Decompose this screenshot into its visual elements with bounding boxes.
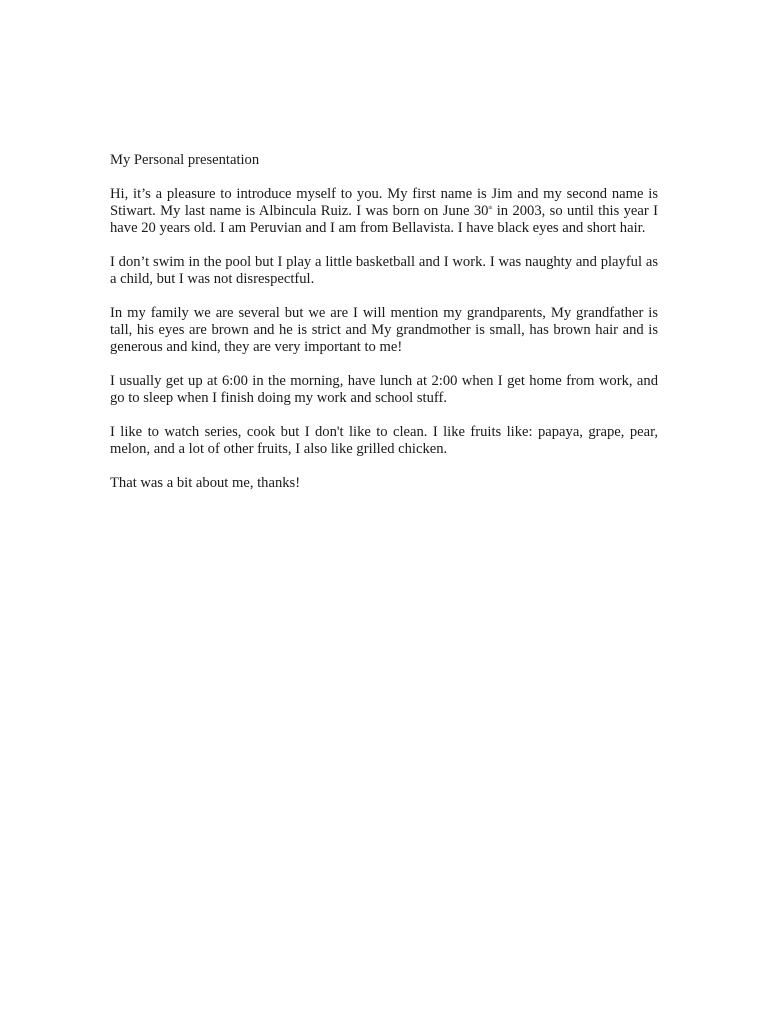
paragraph-closing: That was a bit about me, thanks! — [110, 475, 301, 491]
paragraph-introduction-text-2: in 2003, so until this year I have 20 years old. I am Peruvian and I am from Bellavista. I have black eyes and short hair. — [110, 203, 658, 236]
paragraph-hobbies: I don’t swim in the pool but I play a little basketball and I work. I was naughty and playful as a child, but I was not disrespectful. — [110, 254, 658, 287]
paragraph-likes: I like to watch series, cook but I don't like to clean. I like fruits like: papaya, grape, pear, melon, and a lot of other fruits, I also like grilled chicken. — [110, 424, 658, 457]
document-title: My Personal presentation — [110, 152, 260, 168]
document-body — [110, 152, 658, 509]
paragraph-family: In my family we are several but we are I will mention my grandparents, My grandfather is tall, his eyes are brown and he is strict and My grandmother is small, has brown hair and is generous and kind, they are very important to me! — [110, 305, 658, 355]
paragraph-introduction-text-1: Hi, it’s a pleasure to introduce myself to you. My first name is Jim and my second name is Stiwart. My last name is Albincula Ruiz. I was born on June 30 — [110, 186, 658, 219]
paragraph-routine: I usually get up at 6:00 in the morning, have lunch at 2:00 when I get home from work, and go to sleep when I finish doing my work and school stuff. — [110, 373, 658, 406]
paragraph-introduction — [110, 186, 658, 237]
ordinal-suffix: th — [488, 206, 493, 211]
